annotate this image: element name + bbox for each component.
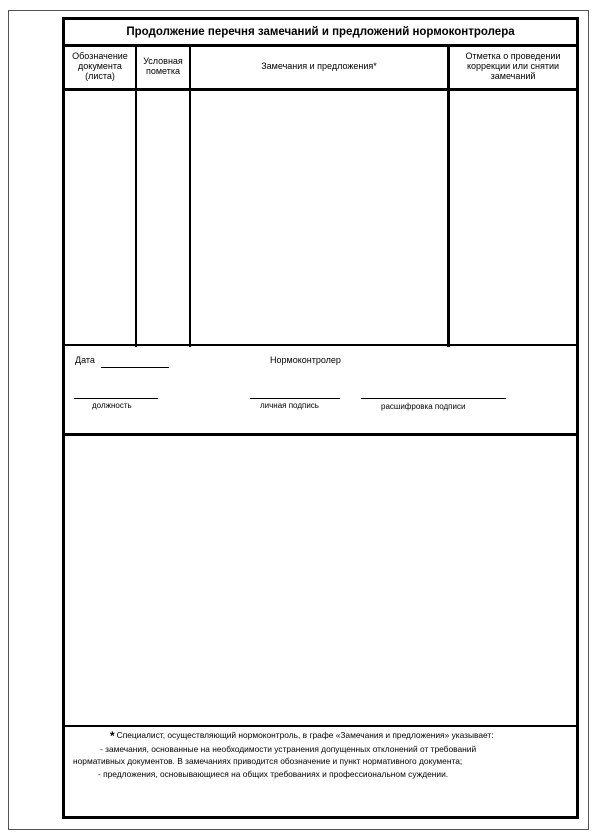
signature-block [65, 344, 576, 436]
header-remarks: Замечания и предложения* [261, 61, 377, 71]
header-conditional-mark: Условная пометка [143, 56, 183, 76]
position-line [74, 398, 158, 399]
header-correction-mark: Отметка о проведении коррекции или снятии замечаний [465, 51, 561, 81]
decode-caption: расшифровка подписи [381, 402, 466, 411]
column-divider-3 [447, 47, 450, 347]
header-doc-designation: Обозначение документа (листа) [72, 51, 128, 81]
column-divider-1 [135, 47, 137, 347]
date-label: Дата [75, 355, 95, 365]
footnote-star: * [110, 729, 115, 743]
column-divider-2 [189, 47, 191, 347]
footnote-line-2: - замечания, основанные на необходимости устранения допущенных отклонений от требований [100, 744, 477, 754]
footnote-line-3: нормативных документов. В замечаниях приводится обозначение и пункт нормативного документа; [73, 756, 463, 766]
position-caption: должность [92, 401, 132, 410]
signature-line [250, 398, 340, 399]
footnote [65, 725, 576, 816]
signature-caption: личная подпись [260, 401, 319, 410]
date-line [101, 367, 169, 368]
form-title: Продолжение перечня замечаний и предложений нормоконтролера [65, 20, 576, 47]
footnote-line-4: - предложения, основывающиеся на общих требованиях и профессиональном суждении. [98, 769, 449, 779]
form-frame [62, 17, 579, 819]
normocontroller-label: Нормоконтролер [270, 355, 341, 365]
footnote-line-1: * Специалист, осуществляющий нормоконтроль, в графе «Замечания и предложения» указывает: [110, 729, 494, 743]
decode-line [361, 398, 506, 399]
